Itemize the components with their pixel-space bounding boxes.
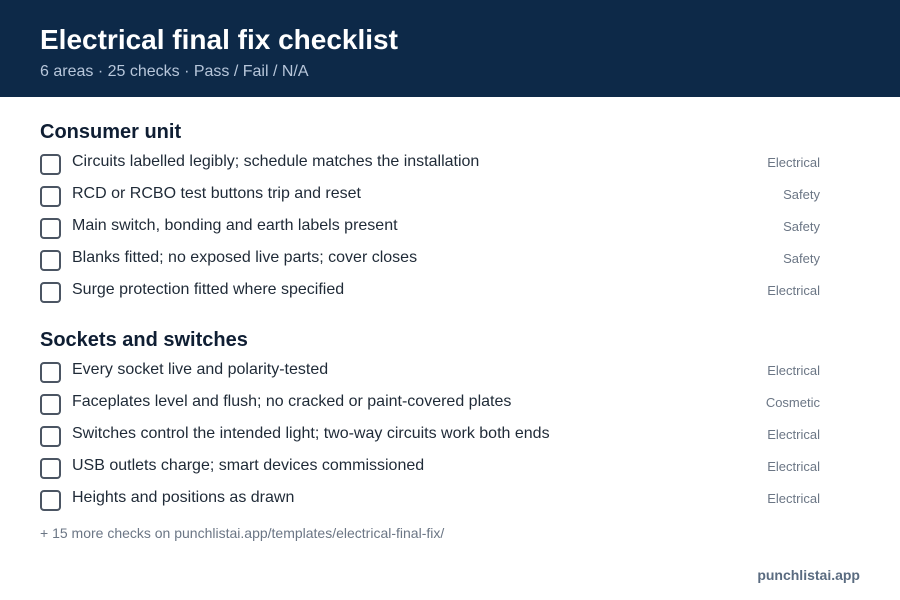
checkbox[interactable] xyxy=(40,218,61,239)
checklist xyxy=(0,360,900,520)
checklist-item-text: Main switch, bonding and earth labels present xyxy=(72,217,398,234)
page-title: Electrical final fix checklist xyxy=(40,24,398,55)
checklist-item xyxy=(0,424,900,456)
checklist-item xyxy=(0,152,900,184)
checklist-item xyxy=(0,216,900,248)
checklist-item xyxy=(0,488,900,520)
checkbox[interactable] xyxy=(40,362,61,383)
checklist-item-text: Circuits labelled legibly; schedule matches the installation xyxy=(72,153,480,170)
section-heading: Sockets and switches xyxy=(40,329,248,351)
more-checks-link[interactable]: + 15 more checks on punchlistai.app/templates/electrical-final-fix/ xyxy=(40,525,445,541)
checkbox[interactable] xyxy=(40,282,61,303)
checklist-item-text: Heights and positions as drawn xyxy=(72,489,295,506)
checkbox[interactable] xyxy=(40,186,61,207)
checklist-item-text: USB outlets charge; smart devices commissioned xyxy=(72,457,425,474)
checklist xyxy=(0,152,900,312)
category-tag: Safety xyxy=(783,219,820,234)
checklist-item-text: Every socket live and polarity-tested xyxy=(72,361,329,378)
page-subtitle: 6 areas · 25 checks · Pass / Fail / N/A xyxy=(40,63,309,80)
category-tag: Electrical xyxy=(767,155,820,170)
checkbox[interactable] xyxy=(40,458,61,479)
category-tag: Electrical xyxy=(767,459,820,474)
checklist-item-text: Surge protection fitted where specified xyxy=(72,281,345,298)
checklist-item xyxy=(0,248,900,280)
category-tag: Cosmetic xyxy=(765,395,820,410)
checklist-item-text: Switches control the intended light; two-way circuits work both ends xyxy=(72,425,550,442)
checkbox[interactable] xyxy=(40,154,61,175)
header-banner xyxy=(0,0,900,97)
category-tag: Electrical xyxy=(767,427,820,442)
checklist-item xyxy=(0,456,900,488)
section-heading: Consumer unit xyxy=(40,121,182,143)
checklist-item xyxy=(0,360,900,392)
checklist-item xyxy=(0,392,900,424)
checklist-item-text: Blanks fitted; no exposed live parts; cover closes xyxy=(72,249,418,266)
checkbox[interactable] xyxy=(40,394,61,415)
category-tag: Safety xyxy=(783,251,820,266)
category-tag: Safety xyxy=(783,187,820,202)
brand-logo-text: punchlistai.app xyxy=(757,567,860,583)
checklist-item-text: RCD or RCBO test buttons trip and reset xyxy=(72,185,361,202)
checklist-item xyxy=(0,184,900,216)
category-tag: Electrical xyxy=(767,491,820,506)
category-tag: Electrical xyxy=(767,283,820,298)
checklist-item-text: Faceplates level and flush; no cracked or paint-covered plates xyxy=(72,393,512,410)
category-tag: Electrical xyxy=(767,363,820,378)
checkbox[interactable] xyxy=(40,426,61,447)
checkbox[interactable] xyxy=(40,490,61,511)
checklist-item xyxy=(0,280,900,312)
checkbox[interactable] xyxy=(40,250,61,271)
